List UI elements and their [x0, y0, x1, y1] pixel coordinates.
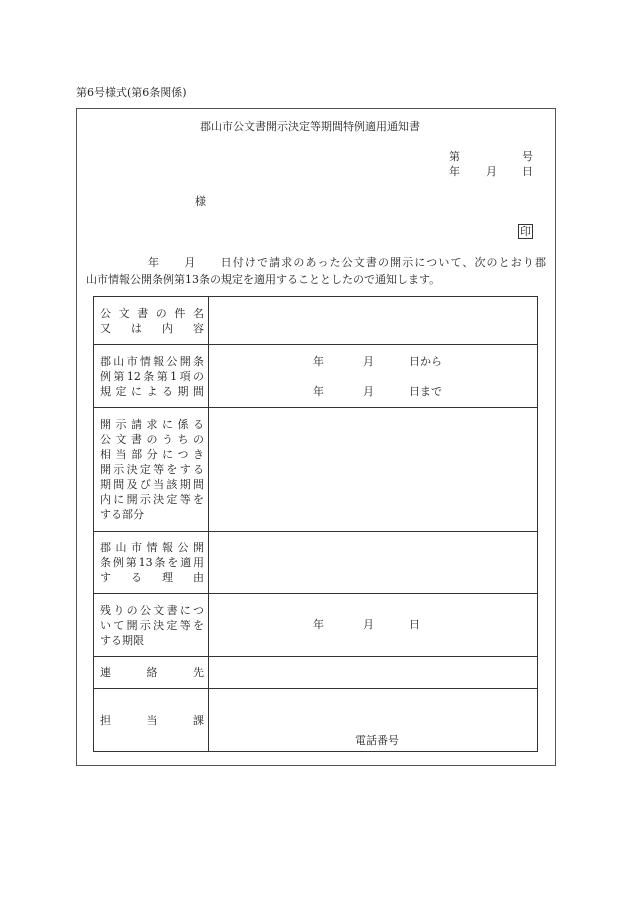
deadline-month: 月: [363, 618, 374, 631]
seal-text: 印: [520, 225, 531, 238]
form-table: [93, 296, 538, 752]
intro-line-1: 年 月 日付けで請求のあった公文書の開示について、次のとおり郡: [148, 256, 546, 269]
label-portion: 開示請求に係る 公文書のうちの 相当部分につき 開示決定等をする 期間及び当該期間 内に開示決定等を する部分: [94, 408, 209, 532]
doc-date-day: 日: [522, 165, 533, 178]
label-contact: 連絡先: [94, 657, 209, 689]
seal-stamp: [518, 224, 533, 239]
doc-number-go: 号: [522, 150, 533, 163]
document-title: 郡山市公文書開示決定等期間特例適用通知書: [200, 120, 420, 133]
value-deadline[interactable]: [209, 594, 538, 657]
label-reason: 郡山市情報公開 条例第13条を適用 する理由: [94, 532, 209, 594]
form-number: 第6号様式(第6条関係): [76, 86, 187, 99]
period-to-month: 月: [363, 385, 374, 398]
period-to-year: 年: [313, 385, 324, 398]
row-deadline: [94, 594, 538, 657]
period-from-suffix: 日から: [409, 355, 442, 368]
label-department: 担当課: [94, 689, 209, 752]
doc-number-dai: 第: [449, 150, 460, 163]
doc-date-year: 年: [449, 165, 460, 178]
label-subject: 公文書の件名 又は内容: [94, 297, 209, 345]
row-reason: [94, 532, 538, 594]
value-reason[interactable]: [209, 532, 538, 594]
deadline-year: 年: [313, 618, 324, 631]
row-period: [94, 345, 538, 408]
deadline-day: 日: [409, 618, 420, 631]
intro-paragraph: [86, 254, 546, 288]
phone-number-label: 電話番号: [355, 734, 399, 747]
value-period[interactable]: [209, 345, 538, 408]
row-contact: [94, 657, 538, 689]
label-period: 郡山市情報公開条 例第12条第1項の 規定による期間: [94, 345, 209, 408]
value-contact[interactable]: [209, 657, 538, 689]
value-subject[interactable]: [209, 297, 538, 345]
label-deadline: 残りの公文書につ いて開示決定等を する期限: [94, 594, 209, 657]
period-to-suffix: 日まで: [409, 385, 442, 398]
row-subject: [94, 297, 538, 345]
row-portion: [94, 408, 538, 532]
intro-line-2: 山市情報公開条例第13条の規定を適用することとしたので通知します。: [86, 273, 441, 286]
addressee-suffix: 様: [195, 195, 206, 208]
period-from-month: 月: [363, 355, 374, 368]
value-portion[interactable]: [209, 408, 538, 532]
value-department[interactable]: [209, 689, 538, 752]
doc-date-month: 月: [486, 165, 497, 178]
row-department: [94, 689, 538, 752]
period-from-year: 年: [313, 355, 324, 368]
